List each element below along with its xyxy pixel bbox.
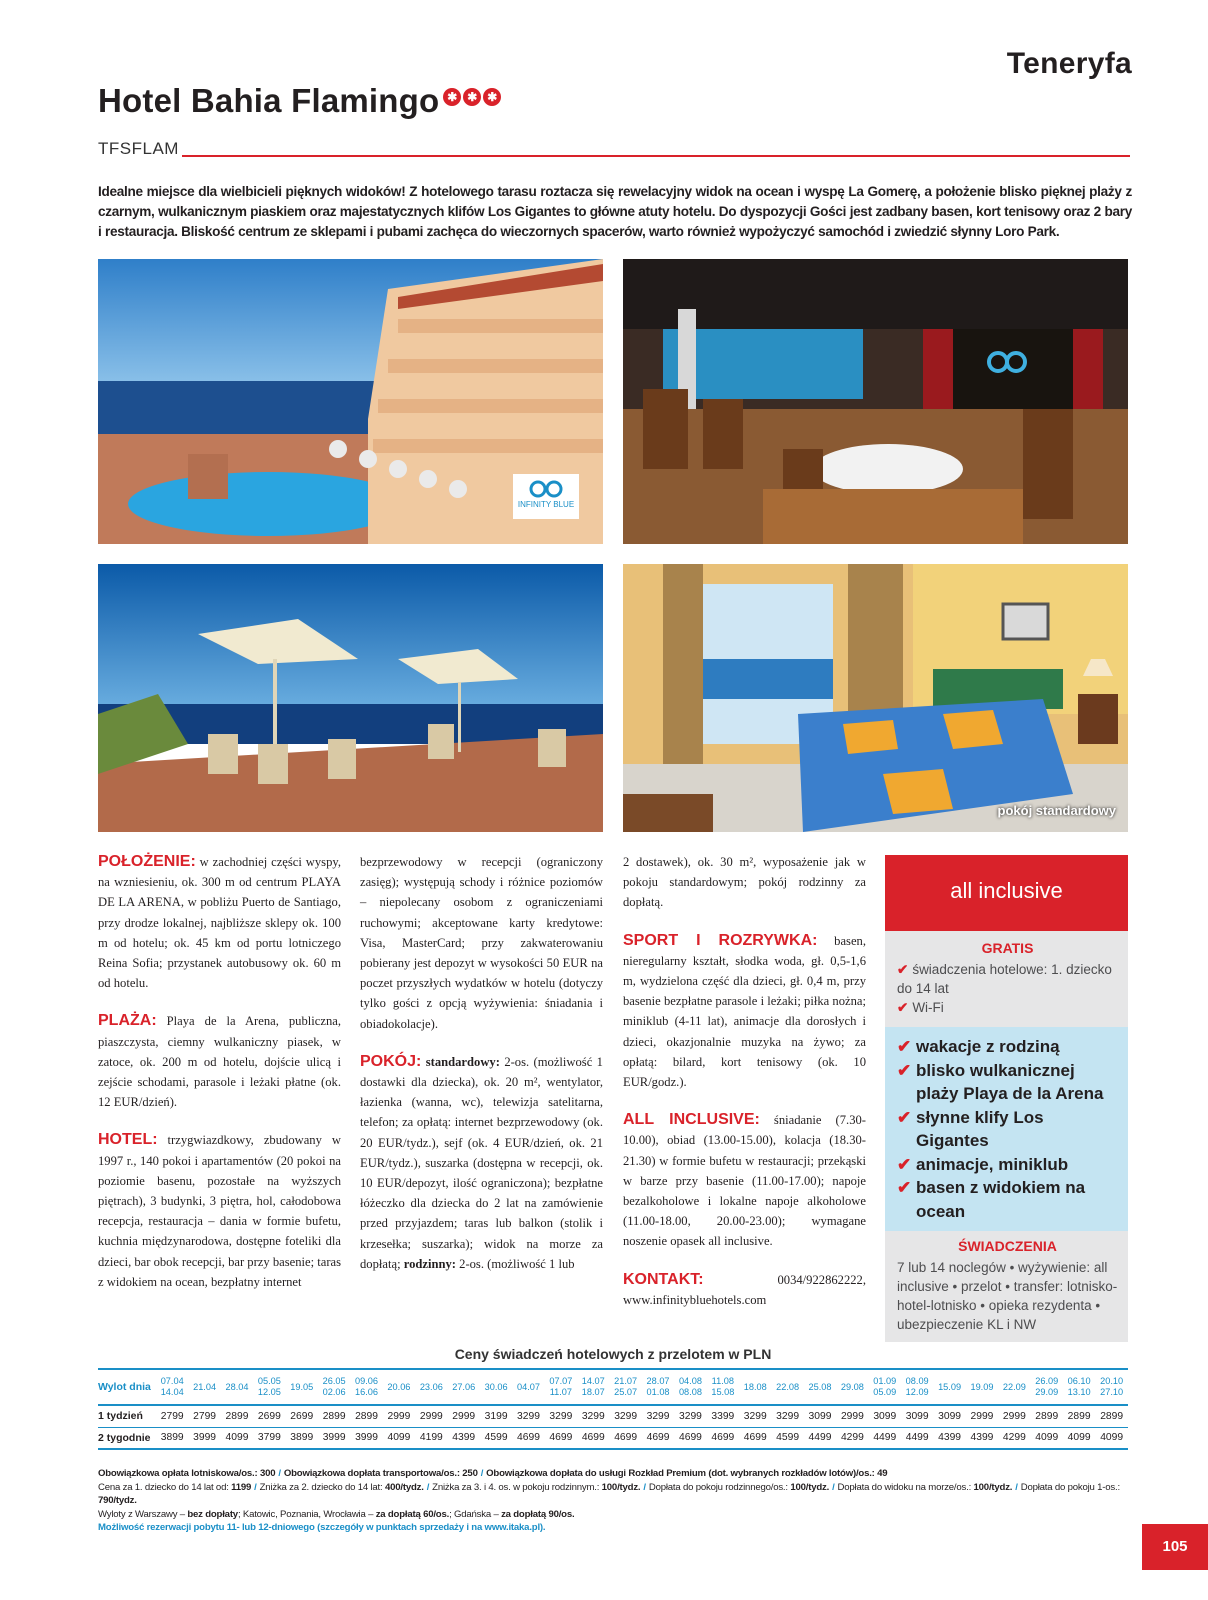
- price-cell: 2899: [1095, 1405, 1128, 1427]
- price-cell: 3199: [480, 1405, 512, 1427]
- departure-date: 04.07: [512, 1369, 544, 1405]
- star-icon: ✱: [483, 88, 501, 106]
- section-heading-hotel: HOTEL:: [98, 1131, 158, 1149]
- duration-label: 1 tydzień: [98, 1405, 156, 1427]
- departure-date: 07.04 14.04: [156, 1369, 188, 1405]
- price-cell: 4499: [901, 1427, 933, 1449]
- price-cell: 4099: [1063, 1427, 1095, 1449]
- price-cell: 4599: [480, 1427, 512, 1449]
- departure-date: 29.08: [836, 1369, 868, 1405]
- departure-date: 21.07 25.07: [609, 1369, 641, 1405]
- price-cell: 4099: [383, 1427, 415, 1449]
- departure-date: 26.05 02.06: [318, 1369, 350, 1405]
- column-2: [360, 852, 603, 1292]
- departure-date: 01.09 05.09: [869, 1369, 901, 1405]
- section-text-hotel-cont: bezprzewodowy w recepcji (ograniczony zasięg); występują schody i różnice poziomów – niepolecany osobom z ograniczeniami ruchowymi; akceptowane karty kredytowe: Visa, MasterCard; przy zakwaterowaniu pobierany jest depozyt w wysokości 50 EUR na poczet przyszłych wydatków w hotelu (dotyczy tylko gości z opcją wyżywienia: śniadania i obiadokolacje).: [360, 855, 603, 1031]
- hotel-name: Hotel Bahia Flamingo: [98, 82, 440, 119]
- price-cell: 4099: [1031, 1427, 1063, 1449]
- departure-date: 09.06 16.06: [350, 1369, 382, 1405]
- duration-label: 2 tygodnie: [98, 1427, 156, 1449]
- check-icon: ✔: [897, 1060, 912, 1080]
- departure-date: 06.10 13.10: [1063, 1369, 1095, 1405]
- price-cell: 3299: [545, 1405, 577, 1427]
- price-cell: 2899: [221, 1405, 253, 1427]
- price-cell: 4199: [415, 1427, 447, 1449]
- price-cell: 3899: [286, 1427, 318, 1449]
- price-row: [98, 1405, 1128, 1427]
- price-table: [98, 1368, 1128, 1450]
- departure-date: 20.06: [383, 1369, 415, 1405]
- price-cell: 2799: [156, 1405, 188, 1427]
- departure-date: 22.09: [998, 1369, 1030, 1405]
- departure-date: 21.04: [188, 1369, 220, 1405]
- departure-date: 23.06: [415, 1369, 447, 1405]
- section-text-polozenie: w zachodniej części wyspy, na wzniesieniu, ok. 300 m od centrum PLAYA DE LA ARENA, w pobliżu Puerto de Santiago, przy drodze lokalnej, najbliższe sklepy ok. 100 m od hotelu; ok. 45 km od portu lotniczego Reina Sofia; przystanek autobusowy ok. 60 m od hotelu.: [98, 855, 341, 991]
- price-cell: 4499: [804, 1427, 836, 1449]
- hotel-title: [98, 82, 503, 120]
- departure-date: 28.04: [221, 1369, 253, 1405]
- room-type-standard: standardowy:: [425, 1054, 500, 1069]
- section-heading-plaza: PLAŻA:: [98, 1012, 157, 1030]
- departure-date: 19.05: [286, 1369, 318, 1405]
- price-cell: 4099: [1095, 1427, 1128, 1449]
- departure-date: 30.06: [480, 1369, 512, 1405]
- hotel-code: TFSFLAM: [98, 139, 179, 158]
- column-1: [98, 852, 341, 1310]
- photo-room: [623, 564, 1128, 832]
- price-cell: 3799: [253, 1427, 285, 1449]
- price-table-title: Ceny świadczeń hotelowych z przelotem w PLN: [454, 1346, 772, 1362]
- section-heading-pokoj: POKÓJ:: [360, 1052, 422, 1070]
- svg-text:INFINITY BLUE: INFINITY BLUE: [517, 500, 575, 509]
- offer-box: [885, 855, 1128, 1342]
- photo-terrace: [98, 564, 603, 832]
- price-cell: 4299: [998, 1427, 1030, 1449]
- check-icon: ✔: [897, 1154, 912, 1174]
- price-cell: 3099: [901, 1405, 933, 1427]
- price-cell: 4399: [448, 1427, 480, 1449]
- section-text-all-inclusive: śniadanie (7.30-10.00), obiad (13.00-15.00), kolacja (18.30-21.30) w formie bufetu w restauracji; przekąski w barze przy basenie (11.00-17.00); napoje bezalkoholowe i lokalne napoje alkoholowe (11.00-18.00, 20.00-23.00); wymagane noszenie opasek all inclusive.: [623, 1113, 866, 1249]
- price-table-header-row: [98, 1369, 1128, 1405]
- section-text-hotel: trzygwiazdkowy, zbudowany w 1997 r., 140 pokoi i apartamentów (20 pokoi na poziomie basenu, pozostałe na wyższych piętrach), 3 budynki, 3 piętra, hol, całodobowa recepcja, restauracja – dania w formie bufetu, kuchnia międzynarodowa, dostępne foteliki dla dzieci, bar obok recepcji, bar przy basenie; taras z widokiem na ocean, bezpłatny internet: [98, 1133, 342, 1289]
- page-number: 105: [1142, 1524, 1208, 1570]
- check-icon: ✔: [897, 1107, 912, 1127]
- departure-date: 20.10 27.10: [1095, 1369, 1128, 1405]
- gratis-item: ✔ Wi-Fi: [897, 1000, 944, 1015]
- notes-line-2: Cena za 1. dziecko do 14 lat od: 1199 / Zniżka za 2. dziecko do 14 lat: 400/tydz. / Zniżka za 3. i 4. os. w pokoju rodzinnym.: 100/tydz. / Dopłata do pokoju rodzinnego/os.: 100/tydz. / Dopłata do widoku na morze/os.: 100/tydz. / Dopłata do pokoju 1-os.: 790/tydz.: [98, 1481, 1120, 1506]
- price-cell: 3299: [739, 1405, 771, 1427]
- section-text-plaza: Playa de la Arena, publiczna, piaszczysta, ciemny wulkaniczny piasek, w zatoce, ok. 200 m od hotelu, dojście ulicą i zejście schodami, parasole i leżaki płatne (ok. 12 EUR/dzień).: [98, 1014, 341, 1110]
- departure-date: 25.08: [804, 1369, 836, 1405]
- price-notes: [98, 1467, 1132, 1535]
- check-icon: ✔: [897, 962, 909, 977]
- notes-line-4: Możliwość rezerwacji pobytu 11- lub 12-dniowego (szczegóły w punktach sprzedaży i na www.itaka.pl).: [98, 1522, 546, 1533]
- highlight-item: ✔ basen z widokiem na ocean: [897, 1176, 1118, 1223]
- price-cell: 4699: [707, 1427, 739, 1449]
- photo-pool: [98, 259, 603, 544]
- gratis-item: ✔ świadczenia hotelowe: 1. dziecko do 14 lat: [897, 962, 1112, 996]
- section-text-pokoj-cont: 2 dostawek), ok. 30 m², wyposażenie jak w pokoju standardowym; pokój rodzinny za dopłatą.: [623, 855, 866, 910]
- departure-date: 22.08: [771, 1369, 803, 1405]
- price-cell: 4499: [869, 1427, 901, 1449]
- intro-text: Idealne miejsce dla wielbicieli pięknych widoków! Z hotelowego tarasu roztacza się rewelacyjny widok na ocean i wyspę La Gomerę, a położenie blisko pięknej plaży z czarnym, wulkanicznym piaskiem oraz majestatycznych klifów Los Gigantes to główne atuty hotelu. Do dyspozycji Gości jest zadbany basen, kort tenisowy oraz 2 bary i restauracja. Bliskość centrum ze sklepami i pubami zachęca do wieczornych spacerów, warto również wypożyczyć samochód i zwiedzić słynny Loro Park.: [98, 184, 1132, 239]
- services-heading: ŚWIADCZENIA: [958, 1238, 1057, 1254]
- price-cell: 3099: [869, 1405, 901, 1427]
- departure-date: 27.06: [448, 1369, 480, 1405]
- departure-date: 04.08 08.08: [674, 1369, 706, 1405]
- price-cell: 3299: [771, 1405, 803, 1427]
- departure-date: 14.07 18.07: [577, 1369, 609, 1405]
- price-cell: 2699: [286, 1405, 318, 1427]
- departure-date: 07.07 11.07: [545, 1369, 577, 1405]
- price-cell: 4699: [674, 1427, 706, 1449]
- check-icon: ✔: [897, 1037, 912, 1056]
- price-cell: 3099: [804, 1405, 836, 1427]
- departure-date: 05.05 12.05: [253, 1369, 285, 1405]
- price-cell: 2899: [318, 1405, 350, 1427]
- price-cell: 4099: [221, 1427, 253, 1449]
- price-cell: 3299: [642, 1405, 674, 1427]
- price-cell: 4699: [609, 1427, 641, 1449]
- price-cell: 2799: [188, 1405, 220, 1427]
- header-divider: [182, 155, 1130, 157]
- section-heading-polozenie: POŁOŻENIE:: [98, 853, 196, 870]
- photo-caption: pokój standardowy: [997, 803, 1116, 818]
- price-cell: 3899: [156, 1427, 188, 1449]
- price-cell: 3299: [674, 1405, 706, 1427]
- price-row: [98, 1427, 1128, 1449]
- price-cell: 2699: [253, 1405, 285, 1427]
- services-text: 7 lub 14 noclegów • wyżywienie: all inclusive • przelot • transfer: lotnisko-hotel-lotnisko • opieka rezydenta • ubezpieczenie KL i NW: [897, 1260, 1118, 1332]
- section-text-sport: basen, nieregularny kształt, słodka woda, gł. 0,5-1,6 m, wydzielona część dla dzieci, gł. 0,4 m, przy basenie bezpłatne parasole i leżaki; piłka nożna; miniklub (4-11 lat), animacje dla dorosłych i dzieci, okazjonalnie muzyka na żywo; za opłatą: bilard, kort tenisowy (ok. 10 EUR/godz.).: [623, 933, 866, 1090]
- price-cell: 3399: [707, 1405, 739, 1427]
- highlight-item: ✔ wakacje z rodziną: [897, 1035, 1118, 1059]
- price-cell: 3299: [512, 1405, 544, 1427]
- price-cell: 3299: [577, 1405, 609, 1427]
- price-cell: 4699: [545, 1427, 577, 1449]
- highlight-item: ✔ słynne klify Los Gigantes: [897, 1106, 1118, 1153]
- price-cell: 3999: [188, 1427, 220, 1449]
- price-cell: 2999: [415, 1405, 447, 1427]
- price-cell: 4399: [933, 1427, 965, 1449]
- highlight-item: ✔ blisko wulkanicznej plaży Playa de la Arena: [897, 1059, 1118, 1106]
- column-3: [623, 852, 866, 1328]
- check-icon: ✔: [897, 1178, 912, 1197]
- price-cell: 3999: [350, 1427, 382, 1449]
- price-cell: 2899: [1063, 1405, 1095, 1427]
- departure-date: 28.07 01.08: [642, 1369, 674, 1405]
- departure-date: 18.08: [739, 1369, 771, 1405]
- section-heading-kontakt: KONTAKT:: [623, 1270, 704, 1288]
- services-panel: [885, 1231, 1128, 1342]
- price-cell: 2999: [448, 1405, 480, 1427]
- notes-line-3: Wyloty z Warszawy – bez dopłaty; Katowic, Poznania, Wrocławia – za dopłatą 60/os.; Gdańska – za dopłatą 90/os.: [98, 1508, 575, 1520]
- departure-date: 26.09 29.09: [1031, 1369, 1063, 1405]
- section-heading-sport: SPORT I ROZRYWKA:: [623, 931, 818, 949]
- notes-line-1: Obowiązkowa opłata lotniskowa/os.: 300 / Obowiązkowa dopłata transportowa/os.: 250 / Obowiązkowa dopłata do usługi Rozkład Premium (dot. wybranych rozkładów lotów)/os.: 49: [98, 1468, 888, 1479]
- star-icon: ✱: [463, 88, 481, 106]
- price-cell: 3299: [609, 1405, 641, 1427]
- price-cell: 3999: [318, 1427, 350, 1449]
- offer-box-title: all inclusive: [885, 855, 1128, 931]
- highlights-panel: [885, 1027, 1128, 1231]
- gratis-heading: GRATIS: [981, 940, 1034, 956]
- check-icon: ✔: [897, 1000, 909, 1015]
- section-text-pokoj: 2-os. (możliwość 1 dostawki dla dziecka), ok. 20 m², wentylator, łazienka (wanna, wc), telewizja satelitarna, telefon; za opłatą: internet bezprzewodowy (ok. 20 EUR/tydz.), sejf (ok. 4 EUR/dzień, ok. 21 EUR/tydz.), suszarka (dostępna w recepcji, ok. 10 EUR/depozyt, ilość ograniczona); bezpłatne łóżeczko dla dziecka do 2 lat na zamówienie przed przyjazdem; taras lub balkon (stolik i krzesełka; suszarka); widok na morze za dopłatą;: [360, 1054, 603, 1271]
- star-rating: [443, 88, 503, 106]
- section-text-pokoj-2: 2-os. (możliwość 1 lub: [456, 1256, 575, 1271]
- price-cell: 4699: [642, 1427, 674, 1449]
- price-cell: 4699: [739, 1427, 771, 1449]
- star-icon: ✱: [443, 88, 461, 106]
- price-cell: 2899: [350, 1405, 382, 1427]
- section-heading-all-inclusive: ALL INCLUSIVE:: [623, 1111, 760, 1129]
- price-cell: 2999: [998, 1405, 1030, 1427]
- departure-date: 11.08 15.08: [707, 1369, 739, 1405]
- departure-date: 08.09 12.09: [901, 1369, 933, 1405]
- photo-restaurant: [623, 259, 1128, 544]
- section-text-kontakt: 0034/922862222, www.infinitybluehotels.com: [623, 1272, 866, 1307]
- departure-label: Wylot dnia: [98, 1369, 156, 1405]
- price-cell: 4699: [577, 1427, 609, 1449]
- price-cell: 4599: [771, 1427, 803, 1449]
- price-cell: 4399: [966, 1427, 998, 1449]
- price-cell: 4699: [512, 1427, 544, 1449]
- departure-date: 15.09: [933, 1369, 965, 1405]
- price-cell: 2999: [836, 1405, 868, 1427]
- price-cell: 2999: [966, 1405, 998, 1427]
- price-cell: 2999: [383, 1405, 415, 1427]
- gratis-panel: [885, 931, 1128, 1027]
- room-type-family: rodzinny:: [403, 1256, 456, 1271]
- highlight-item: ✔ animacje, miniklub: [897, 1153, 1118, 1177]
- departure-date: 19.09: [966, 1369, 998, 1405]
- price-cell: 3099: [933, 1405, 965, 1427]
- price-cell: 4299: [836, 1427, 868, 1449]
- price-cell: 2899: [1031, 1405, 1063, 1427]
- region-title: Teneryfa: [1006, 47, 1132, 80]
